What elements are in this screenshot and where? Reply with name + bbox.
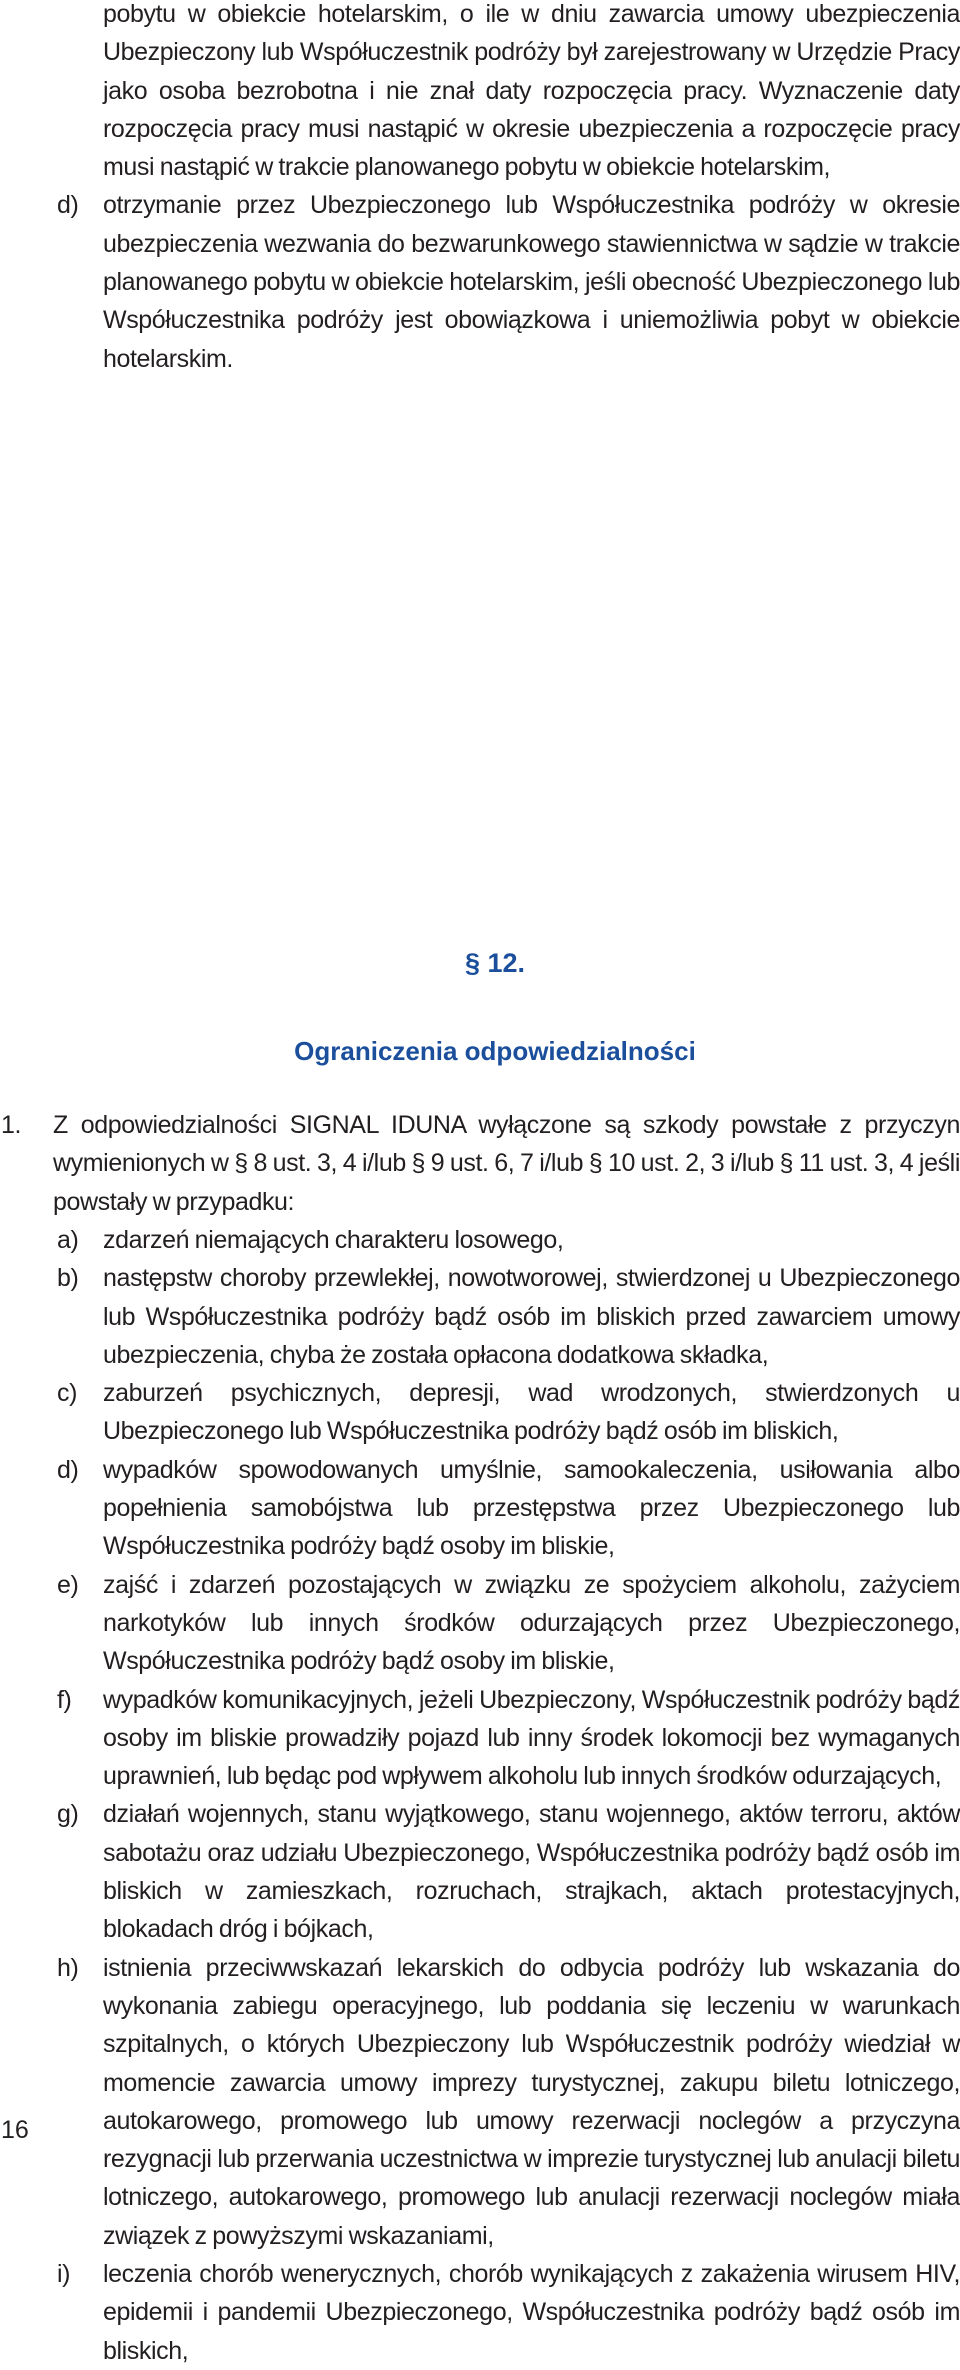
list-item-text: zajść i zdarzeń pozostających w związku ze spożyciem alkoholu, zażyciem narkotyków lub innych środków odurzających przez Ubezpieczonego, Współuczestnika podróży bądź osoby im bliskie,	[103, 1570, 960, 1676]
list-item-text: zaburzeń psychicznych, depresji, wad wrodzonych, stwierdzonych u Ubezpieczonego lub Współuczestnika podróży bądź osób im bliskich,	[103, 1379, 960, 1446]
list-item	[57, 2255, 960, 2370]
list-item-text: leczenia chorób wenerycznych, chorób wynikających z zakażenia wirusem HIV, epidemii i pandemii Ubezpieczonego, Współuczestnika podróży bądź osób im bliskich,	[103, 2260, 960, 2365]
list-item-label: b)	[57, 1264, 79, 1293]
page-number: 16	[1, 2116, 29, 2144]
paragraph-number: 1.	[1, 1111, 22, 1139]
list-item-d-top	[57, 186, 960, 377]
list-item-text: wypadków komunikacyjnych, jeżeli Ubezpieczony, Współuczestnik podróży bądź osoby im bliskie prowadziły pojazd lub inny środek lokomocji bez wymaganych uprawnień, lub będąc pod wpływem alkoholu lub innych środków odurzających,	[103, 1685, 960, 1791]
list-item-label: d)	[57, 191, 79, 220]
continuation-text: pobytu w obiekcie hotelarskim, o ile w dniu zawarcia umowy ubezpieczenia Ubezpieczony lub Współuczestnik podróży był zarejestrowany w Urzędzie Pracy jako osoba bezrobotna i nie znał daty rozpoczęcia pracy. Wyznaczenie daty rozpoczęcia pracy musi nastąpić w okresie ubezpieczenia a rozpoczęcie pracy musi nastąpić w trakcie planowanego pobytu w obiekcie hotelarskim,	[103, 0, 960, 182]
list-item-label: c)	[57, 1379, 78, 1408]
list-item-text: następstw choroby przewlekłej, nowotworowej, stwierdzonej u Ubezpieczonego lub Współuczestnika podróży bądź osób im bliskich przed zawarciem umowy ubezpieczenia, chyba że została opłacona dodatkowa składka,	[103, 1264, 960, 1369]
list-item	[57, 1259, 960, 1374]
list-item	[57, 1949, 960, 2255]
exclusions-list	[57, 1221, 960, 2370]
list-item-text: zdarzeń niemających charakteru losowego,	[103, 1226, 564, 1254]
list-item-label: i)	[57, 2260, 71, 2289]
list-item	[57, 1795, 960, 1948]
list-item-label: e)	[57, 1570, 79, 1599]
paragraph-1	[1, 1106, 960, 1221]
list-item	[57, 1566, 960, 1681]
list-item-label: d)	[57, 1455, 79, 1484]
list-item-text: wypadków spowodowanych umyślnie, samookaleczenia, usiłowania albo popełnienia samobójstwa lub przestępstwa przez Ubezpieczonego lub Współuczestnika podróży bądź osoby im bliskie,	[103, 1455, 960, 1561]
section-number: § 12.	[464, 948, 526, 978]
list-item	[57, 1681, 960, 1796]
list-item	[57, 1451, 960, 1566]
list-item-text: istnienia przeciwwskazań lekarskich do odbycia podróży lub wskazania do wykonania zabiegu operacyjnego, lub poddania się leczeniu w warunkach szpitalnych, o których Ubezpieczony lub Współuczestnik podróży wiedział w momencie zawarcia umowy imprezy turystycznej, zakupu biletu lotniczego, autokarowego, promowego lub umowy rezerwacji noclegów a przyczyna rezygnacji lub przerwania uczestnictwa w imprezie turystycznej lub anulacji biletu lotniczego, autokarowego, promowego lub anulacji rezerwacji noclegów miała związek z powyższymi wskazaniami,	[103, 1953, 960, 2250]
list-item-label: f)	[57, 1685, 72, 1714]
list-item-label: a)	[57, 1226, 79, 1254]
list-item-text: otrzymanie przez Ubezpieczonego lub Współuczestnika podróży w okresie ubezpieczenia wezwania do bezwarunkowego stawiennictwa w sądzie w trakcie planowanego pobytu w obiekcie hotelarskim, jeśli obecność Ubezpieczonego lub Współuczestnika podróży jest obowiązkowa i uniemożliwia pobyt w obiekcie hotelarskim.	[103, 191, 960, 373]
list-item-label: g)	[57, 1800, 79, 1829]
list-item	[57, 1374, 960, 1451]
paragraph-text: Z odpowiedzialności SIGNAL IDUNA wyłączone są szkody powstałe z przyczyn wymienionych w § 8 ust. 3, 4 i/lub § 9 ust. 6, 7 i/lub § 10 ust. 2, 3 i/lub § 11 ust. 3, 4 jeśli powstały w przypadku:	[53, 1111, 960, 1216]
list-item	[57, 1221, 960, 1259]
previous-item-continuation	[57, 0, 960, 378]
section-title: Ograniczenia odpowiedzialności	[294, 1036, 696, 1066]
list-item-label: h)	[57, 1953, 79, 1982]
list-item-text: działań wojennych, stanu wyjątkowego, stanu wojennego, aktów terroru, aktów sabotażu oraz udziału Ubezpieczonego, Współuczestnika podróży bądź osób im bliskich w zamieszkach, rozruchach, strajkach, aktach protestacyjnych, blokadach dróg i bójkach,	[103, 1800, 960, 1944]
